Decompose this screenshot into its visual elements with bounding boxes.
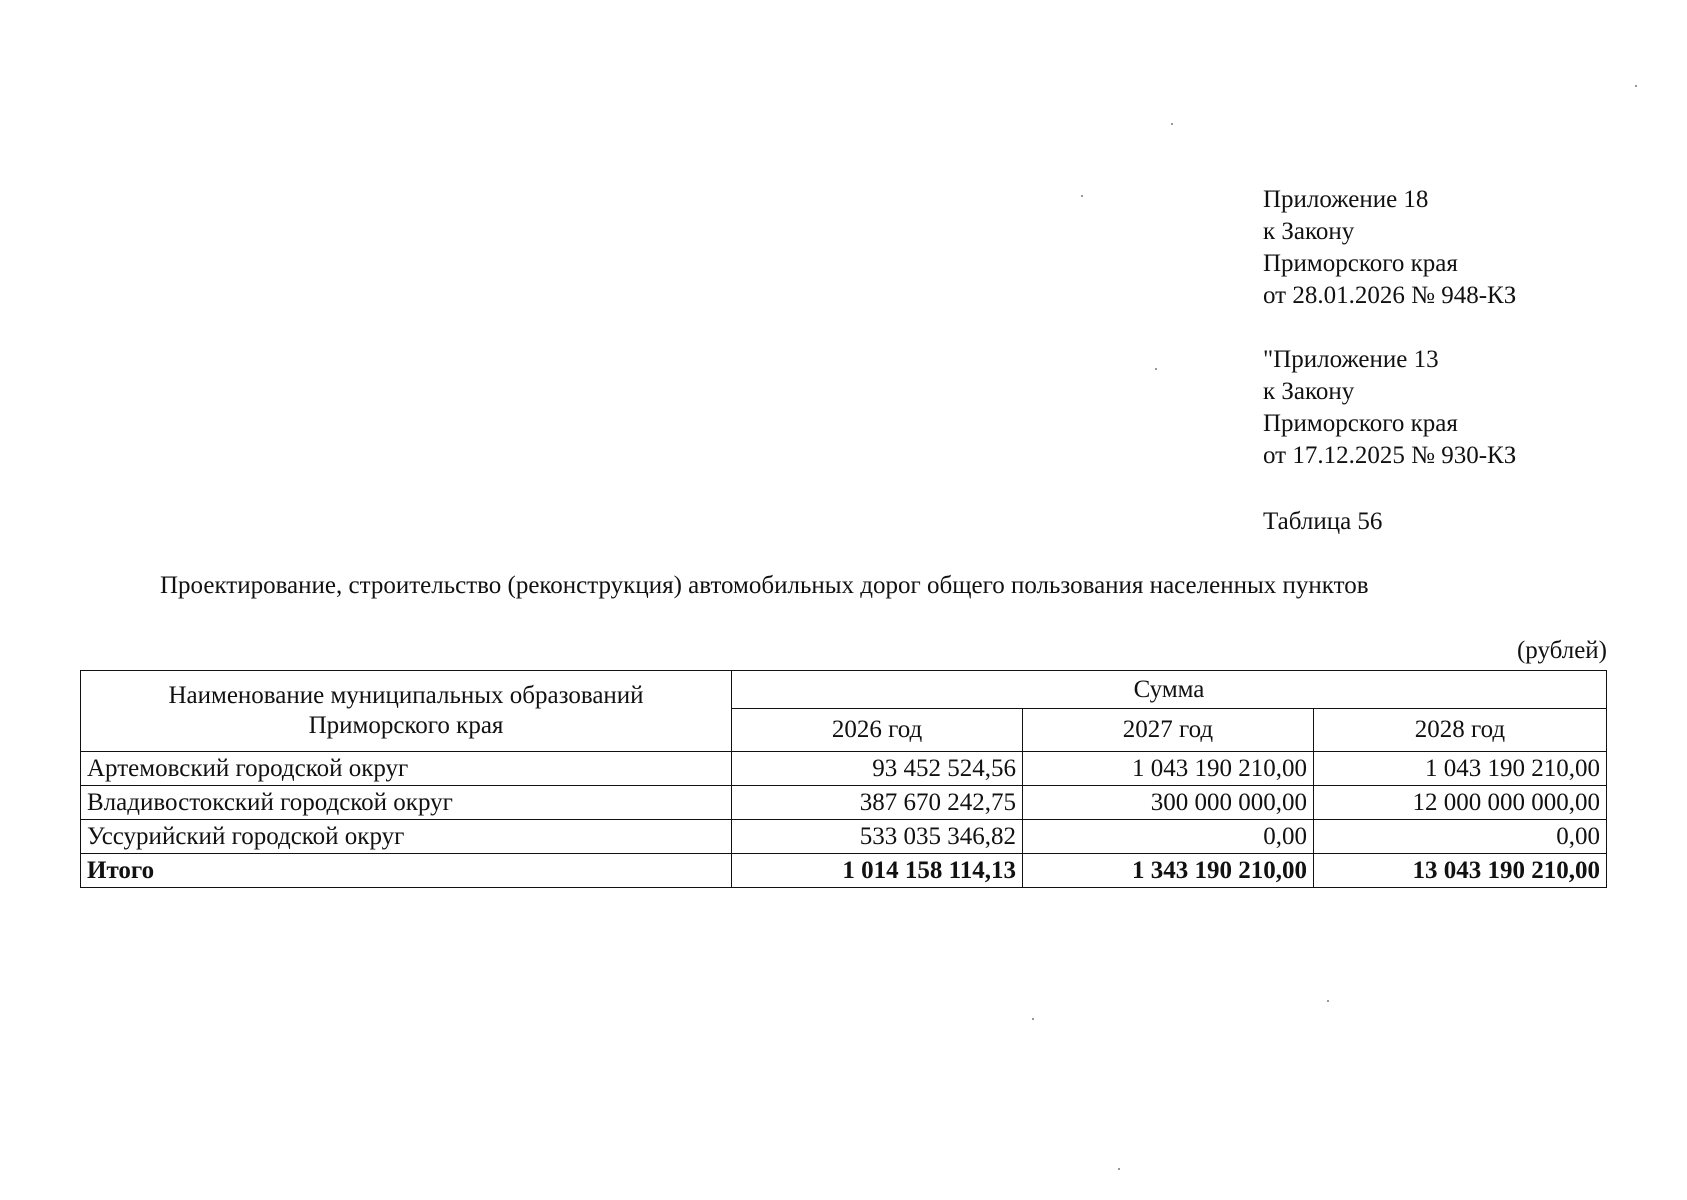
amount-2026: 533 035 346,82 [732, 820, 1023, 854]
document-title: Проектирование, строительство (реконструкция) автомобильных дорог общего пользования населенных пунктов [160, 572, 1369, 599]
funding-table [80, 670, 1607, 888]
header-municipality [81, 671, 732, 752]
table-number: Таблица 56 [1263, 508, 1383, 535]
total-2026: 1 014 158 114,13 [732, 854, 1023, 888]
appendix-line: Приморского края [1263, 410, 1458, 437]
appendix-reference-old [1263, 344, 1516, 472]
appendix-reference-new [1263, 184, 1516, 312]
table-row [81, 820, 1607, 854]
amount-2028: 1 043 190 210,00 [1313, 752, 1606, 786]
municipality-name: Владивостокский городской округ [81, 786, 732, 820]
header-year-2028: 2028 год [1313, 709, 1606, 752]
amount-2028: 0,00 [1313, 820, 1606, 854]
amount-2027: 1 043 190 210,00 [1022, 752, 1313, 786]
total-2028: 13 043 190 210,00 [1313, 854, 1606, 888]
appendix-line: Приложение 18 [1263, 186, 1429, 213]
header-year-2026: 2026 год [732, 709, 1023, 752]
appendix-line: от 17.12.2025 № 930-КЗ [1263, 442, 1517, 469]
scan-speck [1155, 368, 1157, 370]
scan-speck [1635, 85, 1637, 87]
header-sum: Сумма [732, 671, 1607, 709]
amount-2027: 300 000 000,00 [1022, 786, 1313, 820]
amount-2027: 0,00 [1022, 820, 1313, 854]
table-row [81, 752, 1607, 786]
header-municipality-line1: Наименование муниципальных образований [168, 682, 644, 709]
table-header-row [81, 671, 1607, 709]
units-label: (рублей) [1516, 637, 1607, 664]
appendix-line: Приморского края [1263, 250, 1458, 277]
appendix-line: к Закону [1263, 218, 1355, 245]
total-2027: 1 343 190 210,00 [1022, 854, 1313, 888]
header-municipality-line2: Приморского края [308, 712, 504, 739]
table-row [81, 786, 1607, 820]
scan-speck [1118, 1168, 1120, 1170]
appendix-line: от 28.01.2026 № 948-КЗ [1263, 282, 1517, 309]
scan-speck [1171, 123, 1173, 125]
scan-speck [1327, 1000, 1329, 1002]
scan-speck [1081, 195, 1083, 197]
table-total-row [81, 854, 1607, 888]
municipality-name: Уссурийский городской округ [81, 820, 732, 854]
amount-2026: 93 452 524,56 [732, 752, 1023, 786]
header-year-2027: 2027 год [1022, 709, 1313, 752]
amount-2028: 12 000 000 000,00 [1313, 786, 1606, 820]
municipality-name: Артемовский городской округ [81, 752, 732, 786]
scan-speck [1032, 1018, 1034, 1020]
appendix-line: "Приложение 13 [1263, 346, 1439, 373]
appendix-line: к Закону [1263, 378, 1355, 405]
total-label: Итого [81, 854, 732, 888]
amount-2026: 387 670 242,75 [732, 786, 1023, 820]
